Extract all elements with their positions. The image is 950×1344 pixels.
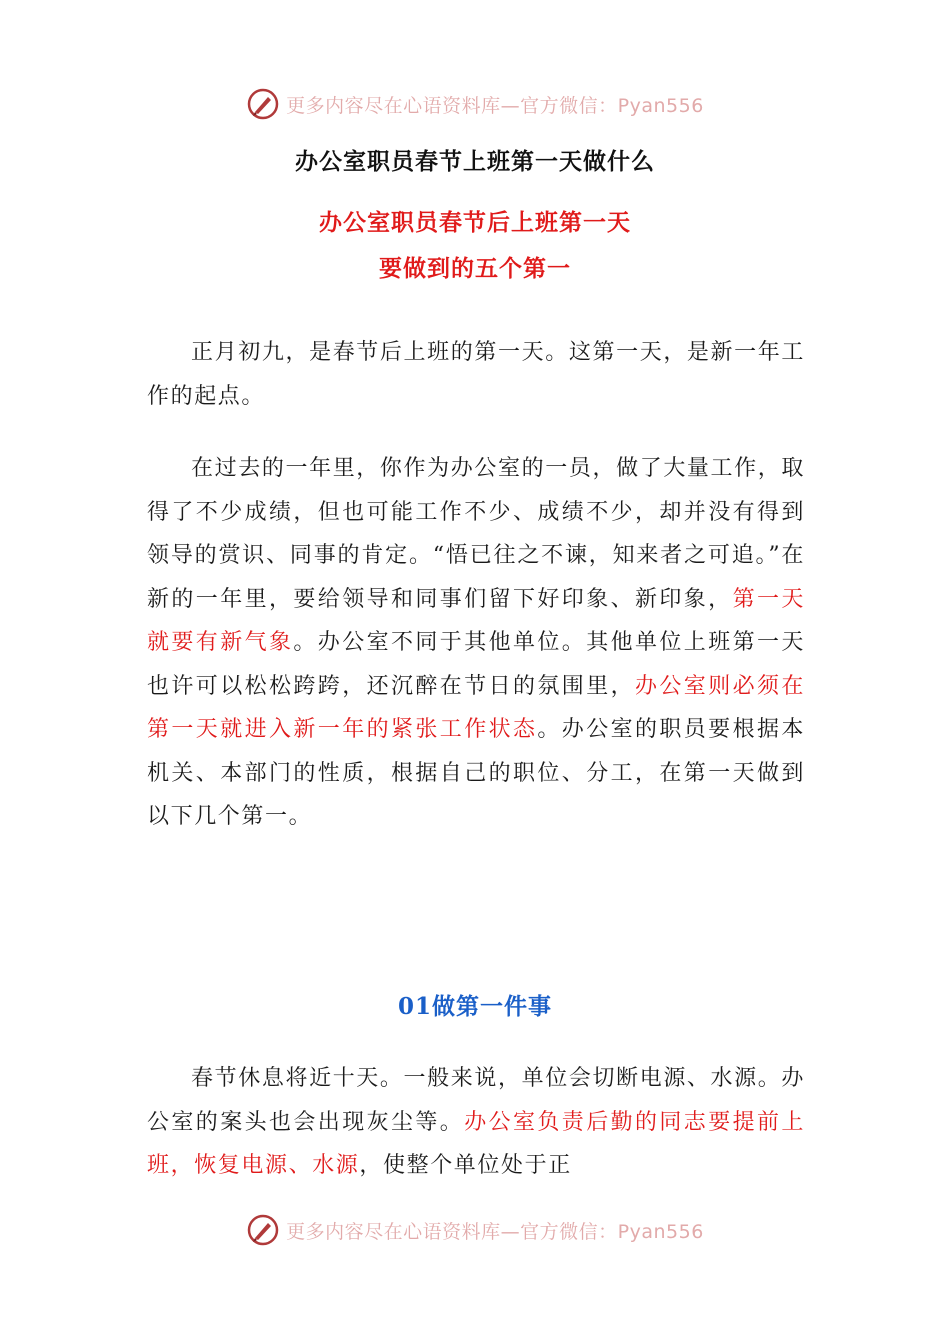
paragraph-background [147, 447, 805, 839]
subtitle-line-1: 办公室职员春节后上班第一天 [319, 209, 631, 236]
paragraph-section-01 [147, 1057, 805, 1188]
text-run: ，使整个单位处于正 [359, 1153, 572, 1178]
pen-logo-icon [246, 1213, 280, 1247]
banner-text: 更多内容尽在心语资料库—官方微信：Pyan556 [286, 94, 704, 117]
text-run: 。办公室不同于其他单位。其他单位上班第一天也许可以松松跨跨，还沉醉在节日的氛围里， [147, 630, 805, 699]
text-run: 春节休息将近十天。一般来说，单位会切断电源、水源。办公室的案头也会出现灰尘等。 [147, 1066, 805, 1135]
subtitle-line-2: 要做到的五个第一 [379, 255, 571, 282]
header-watermark-banner [0, 84, 950, 124]
banner-text: 更多内容尽在心语资料库—官方微信：Pyan556 [286, 1220, 704, 1243]
paragraph-intro: 正月初九，是春节后上班的第一天。这第一天，是新一年工作的起点。 [147, 340, 805, 409]
pen-logo-icon [246, 87, 280, 121]
footer-watermark-banner [0, 1210, 950, 1250]
highlight-text: 办公室则必须在第一天就进入新一年的紧张工作状态 [147, 673, 805, 742]
text-run: 在过去的一年里，你作为办公室的一员，做了大量工作，取得了不少成绩，但也可能工作不少、成绩不少，却并没有得到领导的赏识、同事的肯定。“悟已往之不谏，知来者之可追。”在新的一年里，要给领导和同事们留下好印象、新印象， [147, 456, 805, 612]
highlight-text: 办公室负责后勤的同志要提前上班，恢复电源、水源 [147, 1109, 805, 1178]
highlight-text: 第一天就要有新气象 [147, 586, 805, 655]
section-heading-01: 01做第一件事 [397, 993, 552, 1020]
text-run: 。办公室的职员要根据本机关、本部门的性质，根据自己的职位、分工，在第一天做到以下几个第一。 [147, 717, 805, 829]
document-title: 办公室职员春节上班第一天做什么 [295, 148, 655, 175]
